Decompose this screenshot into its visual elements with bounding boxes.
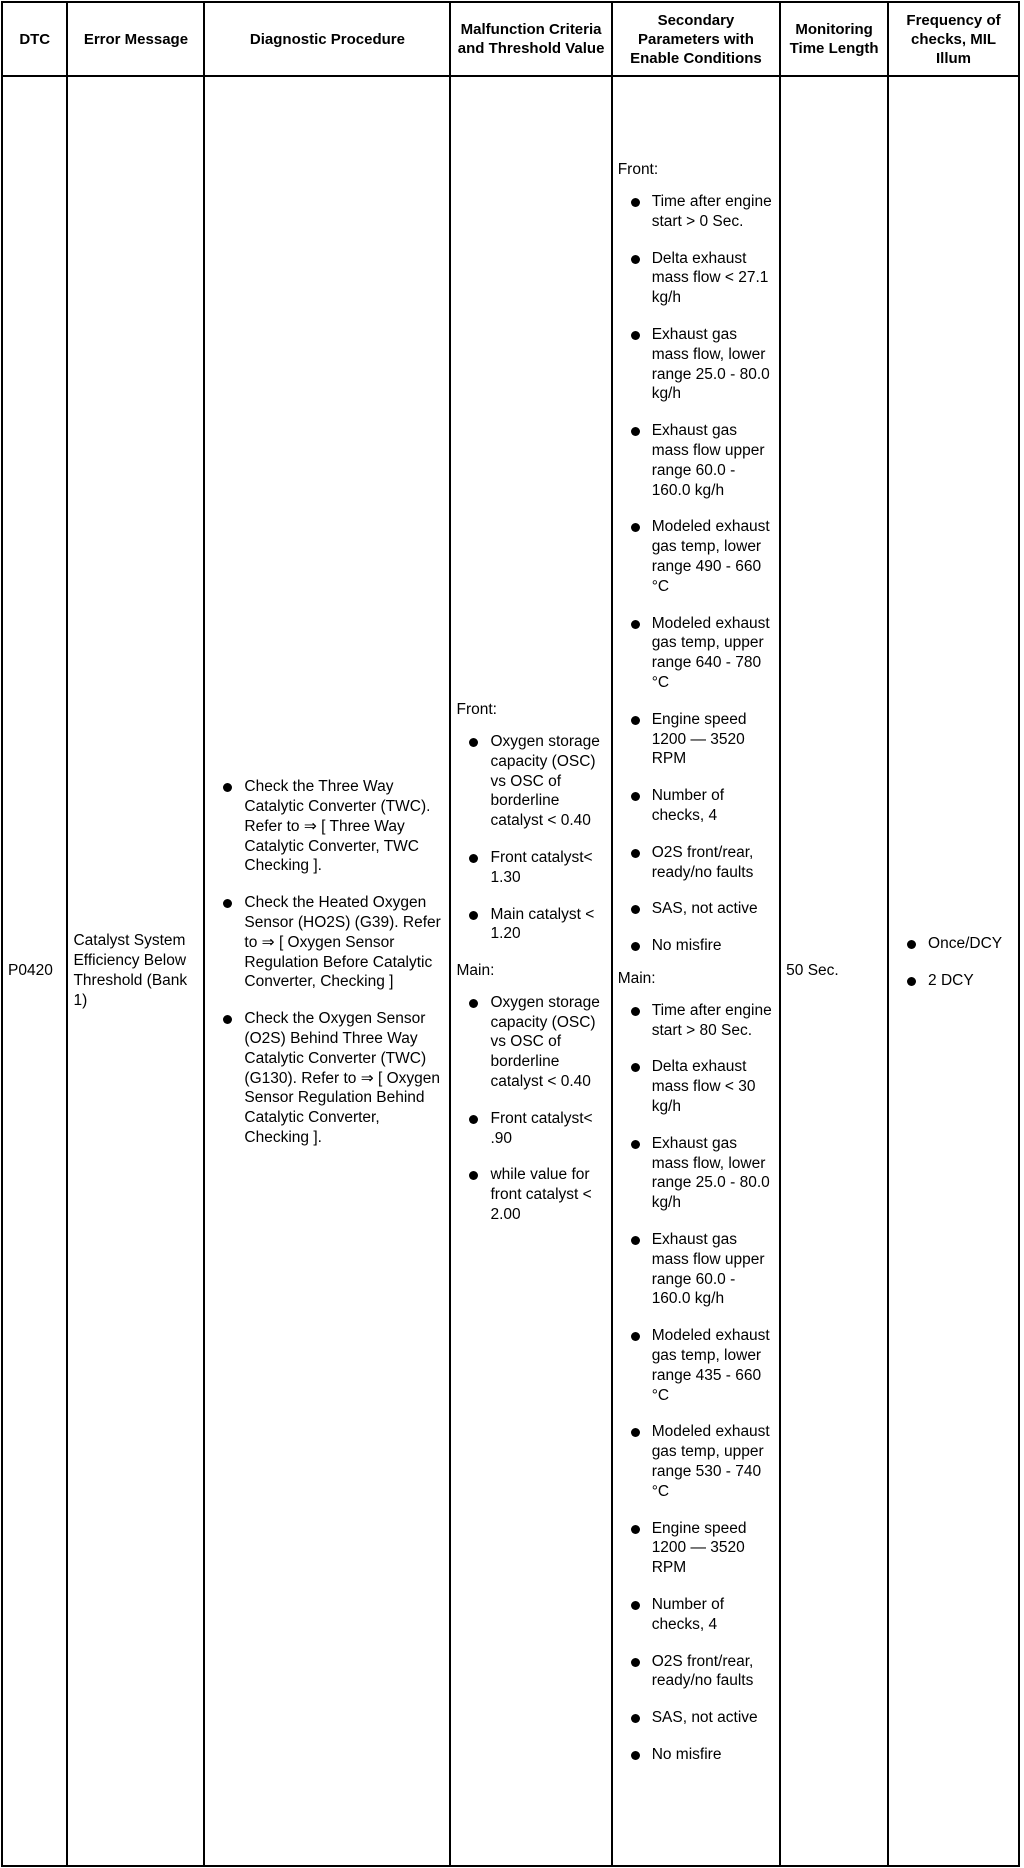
- secondary-parameter-item: Exhaust gas mass flow, lower range 25.0 - 80.0 kg/h: [618, 1134, 775, 1213]
- secondary-parameter-item: Exhaust gas mass flow, lower range 25.0 - 80.0 kg/h: [618, 325, 775, 404]
- criteria-front-label: Front:: [456, 701, 497, 719]
- criteria-main-list: [456, 993, 606, 1225]
- malfunction-criteria-cell: [450, 76, 611, 1866]
- error-message: Catalyst System Efficiency Below Threshold (Bank 1): [67, 76, 204, 1866]
- secondary-parameter-item: Exhaust gas mass flow upper range 60.0 - 160.0 kg/h: [618, 1230, 775, 1309]
- header-frequency: Frequency of checks, MIL Illum: [888, 2, 1019, 76]
- secondary-parameter-item: Delta exhaust mass flow < 27.1 kg/h: [618, 249, 775, 308]
- diagnostic-procedure-list: [210, 777, 445, 1148]
- secondary-parameter-item: Number of checks, 4: [618, 1595, 775, 1635]
- header-error-message: Error Message: [67, 2, 204, 76]
- secondary-parameter-item: No misfire: [618, 1745, 775, 1765]
- frequency-item: 2 DCY: [894, 971, 1014, 991]
- diagnostic-step: Check the Heated Oxygen Sensor (HO2S) (G39). Refer to ⇒ [ Oxygen Sensor Regulation Before Catalytic Converter, Checking ]: [210, 893, 445, 992]
- criteria-front-list: [456, 732, 606, 944]
- criteria-item: while value for front catalyst < 2.00: [456, 1165, 606, 1224]
- monitoring-time: 50 Sec.: [780, 76, 888, 1866]
- diagnostic-step: Check the Oxygen Sensor (O2S) Behind Three Way Catalytic Converter (TWC) (G130). Refer to ⇒ [ Oxygen Sensor Regulation Behind Catalytic Converter, Checking ].: [210, 1009, 445, 1148]
- secondary-parameter-item: O2S front/rear, ready/no faults: [618, 843, 775, 883]
- frequency-cell: [888, 76, 1019, 1866]
- dtc-table: [1, 1, 1020, 1867]
- secondary-parameter-item: SAS, not active: [618, 899, 775, 919]
- criteria-item: Oxygen storage capacity (OSC) vs OSC of borderline catalyst < 0.40: [456, 732, 606, 831]
- dtc-code: P0420: [2, 76, 67, 1866]
- secondary-front-label: Front:: [617, 161, 659, 179]
- secondary-parameter-item: Time after engine start > 80 Sec.: [618, 1001, 775, 1041]
- secondary-parameter-item: Delta exhaust mass flow < 30 kg/h: [618, 1057, 775, 1116]
- secondary-parameter-item: Number of checks, 4: [618, 786, 775, 826]
- secondary-parameter-item: Engine speed 1200 — 3520 RPM: [618, 710, 775, 769]
- table-row: [2, 76, 1019, 1866]
- secondary-parameter-item: Modeled exhaust gas temp, upper range 530 - 740 °C: [618, 1422, 775, 1501]
- secondary-parameters-cell: [612, 76, 780, 1866]
- header-dtc: DTC: [2, 2, 67, 76]
- secondary-parameter-item: Exhaust gas mass flow upper range 60.0 - 160.0 kg/h: [618, 421, 775, 500]
- criteria-item: Front catalyst< 1.30: [456, 848, 606, 888]
- diagnostic-step: Check the Three Way Catalytic Converter (TWC). Refer to ⇒ [ Three Way Catalytic Converter, TWC Checking ].: [210, 777, 445, 876]
- secondary-parameter-item: Modeled exhaust gas temp, lower range 490 - 660 °C: [618, 517, 775, 596]
- secondary-front-list: [618, 192, 775, 956]
- secondary-parameter-item: Modeled exhaust gas temp, upper range 640 - 780 °C: [618, 614, 775, 693]
- secondary-parameter-item: No misfire: [618, 936, 775, 956]
- header-secondary-parameters: Secondary Parameters with Enable Conditions: [612, 2, 780, 76]
- secondary-main-list: [618, 1001, 775, 1765]
- secondary-parameter-item: Modeled exhaust gas temp, lower range 435 - 660 °C: [618, 1326, 775, 1405]
- header-monitoring-time: Monitoring Time Length: [780, 2, 888, 76]
- secondary-parameter-item: SAS, not active: [618, 1708, 775, 1728]
- criteria-main-label: Main:: [456, 962, 495, 980]
- header-row: [2, 2, 1019, 76]
- criteria-item: Oxygen storage capacity (OSC) vs OSC of borderline catalyst < 0.40: [456, 993, 606, 1092]
- diagnostic-procedure-cell: [204, 76, 450, 1866]
- secondary-parameter-item: Engine speed 1200 — 3520 RPM: [618, 1519, 775, 1578]
- header-malfunction-criteria: Malfunction Criteria and Threshold Value: [450, 2, 611, 76]
- secondary-main-label: Main:: [617, 970, 656, 987]
- criteria-item: Main catalyst < 1.20: [456, 905, 606, 945]
- secondary-parameter-item: Time after engine start > 0 Sec.: [618, 192, 775, 232]
- secondary-parameter-item: O2S front/rear, ready/no faults: [618, 1652, 775, 1692]
- criteria-item: Front catalyst< .90: [456, 1109, 606, 1149]
- frequency-item: Once/DCY: [894, 934, 1014, 954]
- frequency-list: [894, 934, 1014, 991]
- header-diagnostic-procedure: Diagnostic Procedure: [204, 2, 450, 76]
